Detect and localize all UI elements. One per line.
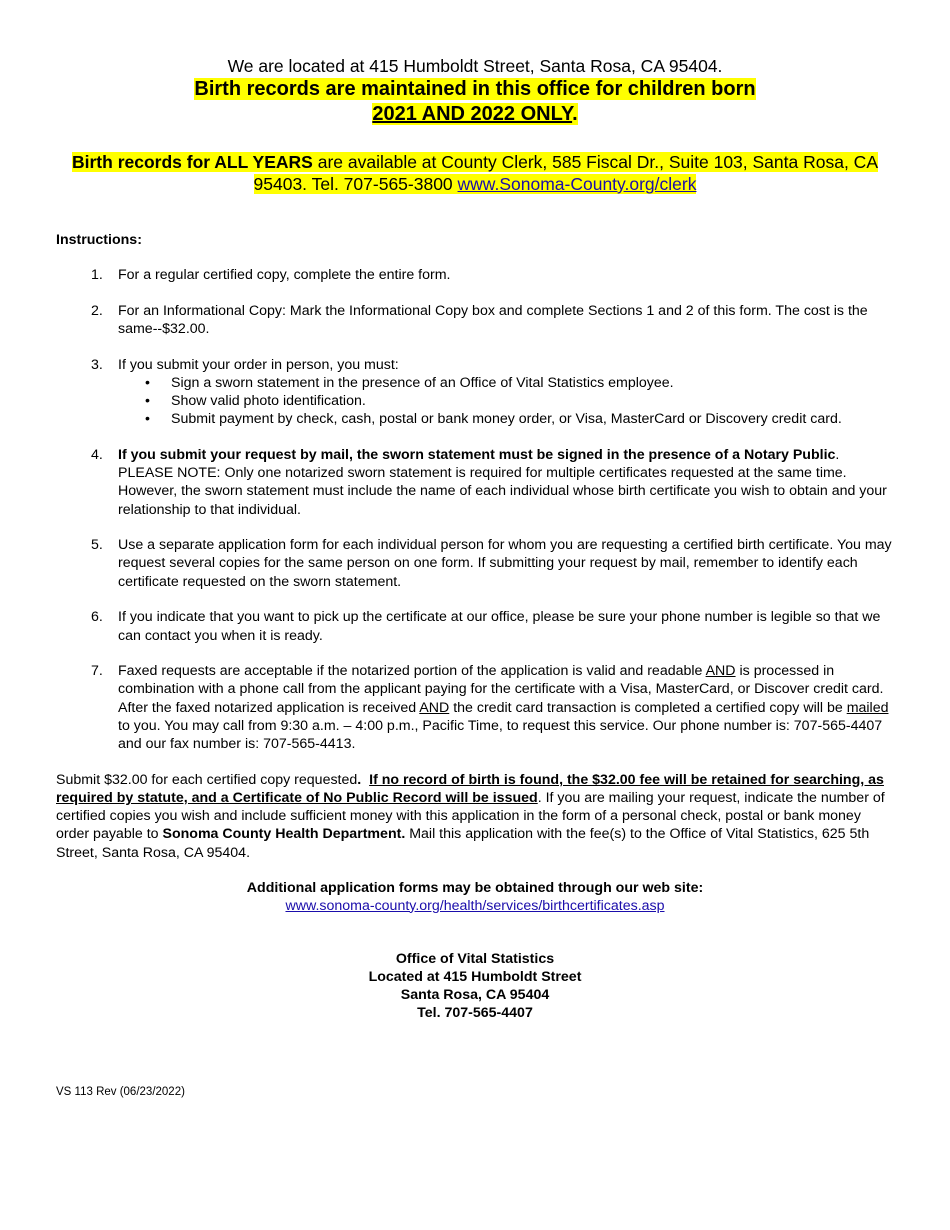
- instruction-item: [56, 302, 894, 338]
- maintained-line1: Birth records are maintained in this office for children born: [194, 78, 756, 100]
- item-bold-text: If you submit your request by mail, the sworn statement must be signed in the presence of a Notary Public: [118, 446, 836, 463]
- fee-text: . If you are mailing your request, indicate the number of certified copies you wish and include sufficient money with this application in the form of a personal check, postal or bank money order payable to: [56, 789, 885, 843]
- additional-forms: [56, 879, 894, 915]
- form-revision-id: VS 113 Rev (06/23/2022): [56, 1086, 185, 1098]
- item-text: to you. You may call from 9:30 a.m. – 4:00 p.m., Pacific Time, to request this service. Our phone number is: 707-565-4407 and our fax number is: 707-565-4413.: [118, 717, 883, 753]
- list-item: [118, 392, 894, 410]
- office-contact-block: [56, 950, 894, 1022]
- item-text: is processed in combination with a phone call from the applicant paying for the certificate with a Visa, MasterCard, or Discover credit card. After the faxed notarized application is received: [118, 663, 884, 716]
- document-page: [56, 56, 894, 1022]
- no-record-notice: If no record of birth is found, the $32.00 fee will be retained for searching, as required by statute, and a Certificate of No Public Record will be issued: [56, 771, 884, 806]
- item-number: 6.: [91, 609, 103, 626]
- item-number: 5.: [91, 537, 103, 554]
- office-phone: Tel. 707-565-4407: [417, 1004, 533, 1021]
- list-item: [118, 374, 894, 392]
- clerk-link[interactable]: www.Sonoma-County.org/clerk: [457, 174, 697, 194]
- location-line: We are located at 415 Humboldt Street, Santa Rosa, CA 95404.: [227, 56, 723, 76]
- item-text: . PLEASE NOTE: Only one notarized sworn statement is required for multiple certificates requested at the same time. However, the sworn statement must include the name of each individual whose birth certificate you wish to obtain and your relationship to that individual.: [118, 446, 887, 518]
- item-text: For a regular certified copy, complete the entire form.: [118, 267, 451, 283]
- item-text: Use a separate application form for each individual person for whom you are requesting a certified birth certificate. You may request several copies for the same person on one form. If submitting your request by mail, remember to identify each certificate requested on the sworn statement.: [118, 537, 892, 590]
- item-number: 4.: [91, 446, 103, 463]
- and-emphasis: AND: [419, 699, 450, 716]
- all-years-rest: are available at County Clerk, 585 Fiscal Dr., Suite 103, Santa Rosa, CA 95403. Tel. 707-565-3800: [253, 152, 878, 194]
- item-text: For an Informational Copy: Mark the Informational Copy box and complete Sections 1 and 2 of this form. The cost is the same--$32.00.: [118, 302, 868, 337]
- office-city: Santa Rosa, CA 95404: [400, 986, 550, 1003]
- fee-text: Submit $32.00 for each certified copy requested: [56, 771, 358, 788]
- instruction-item: [56, 662, 894, 753]
- maintained-period: .: [572, 103, 578, 125]
- item-text: If you indicate that you want to pick up the certificate at our office, please be sure your phone number is legible so that we can contact you when it is ready.: [118, 609, 881, 644]
- fee-text: Mail this application with the fee(s) to the Office of Vital Statistics, 625 5th Street, Santa Rosa, CA 95404.: [56, 826, 870, 861]
- office-address: Located at 415 Humboldt Street: [368, 968, 582, 985]
- instruction-item: [56, 356, 894, 429]
- instruction-item: [56, 608, 894, 644]
- item-text: the credit card transaction is completed a certified copy will be: [449, 699, 847, 716]
- item-number: 3.: [91, 356, 103, 373]
- birth-certificates-link[interactable]: www.sonoma-county.org/health/services/birthcertificates.asp: [285, 897, 665, 914]
- instruction-item: [56, 266, 894, 284]
- bullet-icon: •: [145, 374, 150, 391]
- fee-paragraph: [56, 771, 894, 862]
- bullet-icon: •: [145, 411, 150, 428]
- all-years-highlight: [72, 152, 878, 194]
- maintained-years: 2021 AND 2022 ONLY: [372, 103, 573, 125]
- and-emphasis: AND: [705, 663, 736, 680]
- item-text: Faxed requests are acceptable if the notarized portion of the application is valid and readable: [118, 663, 706, 680]
- list-item: [118, 410, 894, 428]
- in-person-requirements: [118, 374, 894, 429]
- maintained-notice: [56, 77, 894, 127]
- all-years-notice: [56, 151, 894, 195]
- additional-forms-text: Additional application forms may be obtained through our web site:: [246, 879, 704, 896]
- instructions-heading: Instructions:: [56, 232, 142, 248]
- bullet-text: Sign a sworn statement in the presence of an Office of Vital Statistics employee.: [171, 374, 674, 391]
- item-number: 7.: [91, 663, 103, 680]
- bullet-text: Show valid photo identification.: [171, 393, 366, 410]
- item-number: 1.: [91, 267, 103, 283]
- bullet-icon: •: [145, 393, 150, 410]
- fee-dot: .: [357, 771, 362, 788]
- mailed-emphasis: mailed: [846, 699, 889, 716]
- all-years-bold: Birth records for ALL YEARS: [72, 152, 313, 172]
- payee-name: Sonoma County Health Department.: [162, 826, 406, 843]
- bullet-text: Submit payment by check, cash, postal or bank money order, or Visa, MasterCard or Discovery credit card.: [171, 411, 842, 428]
- item-number: 2.: [91, 302, 103, 319]
- office-name: Office of Vital Statistics: [395, 950, 555, 967]
- instruction-item: [56, 536, 894, 591]
- instruction-item: [56, 446, 894, 519]
- item-text: If you submit your order in person, you must:: [118, 356, 399, 373]
- maintained-years-wrap: [372, 103, 577, 125]
- instructions-list: [56, 266, 894, 753]
